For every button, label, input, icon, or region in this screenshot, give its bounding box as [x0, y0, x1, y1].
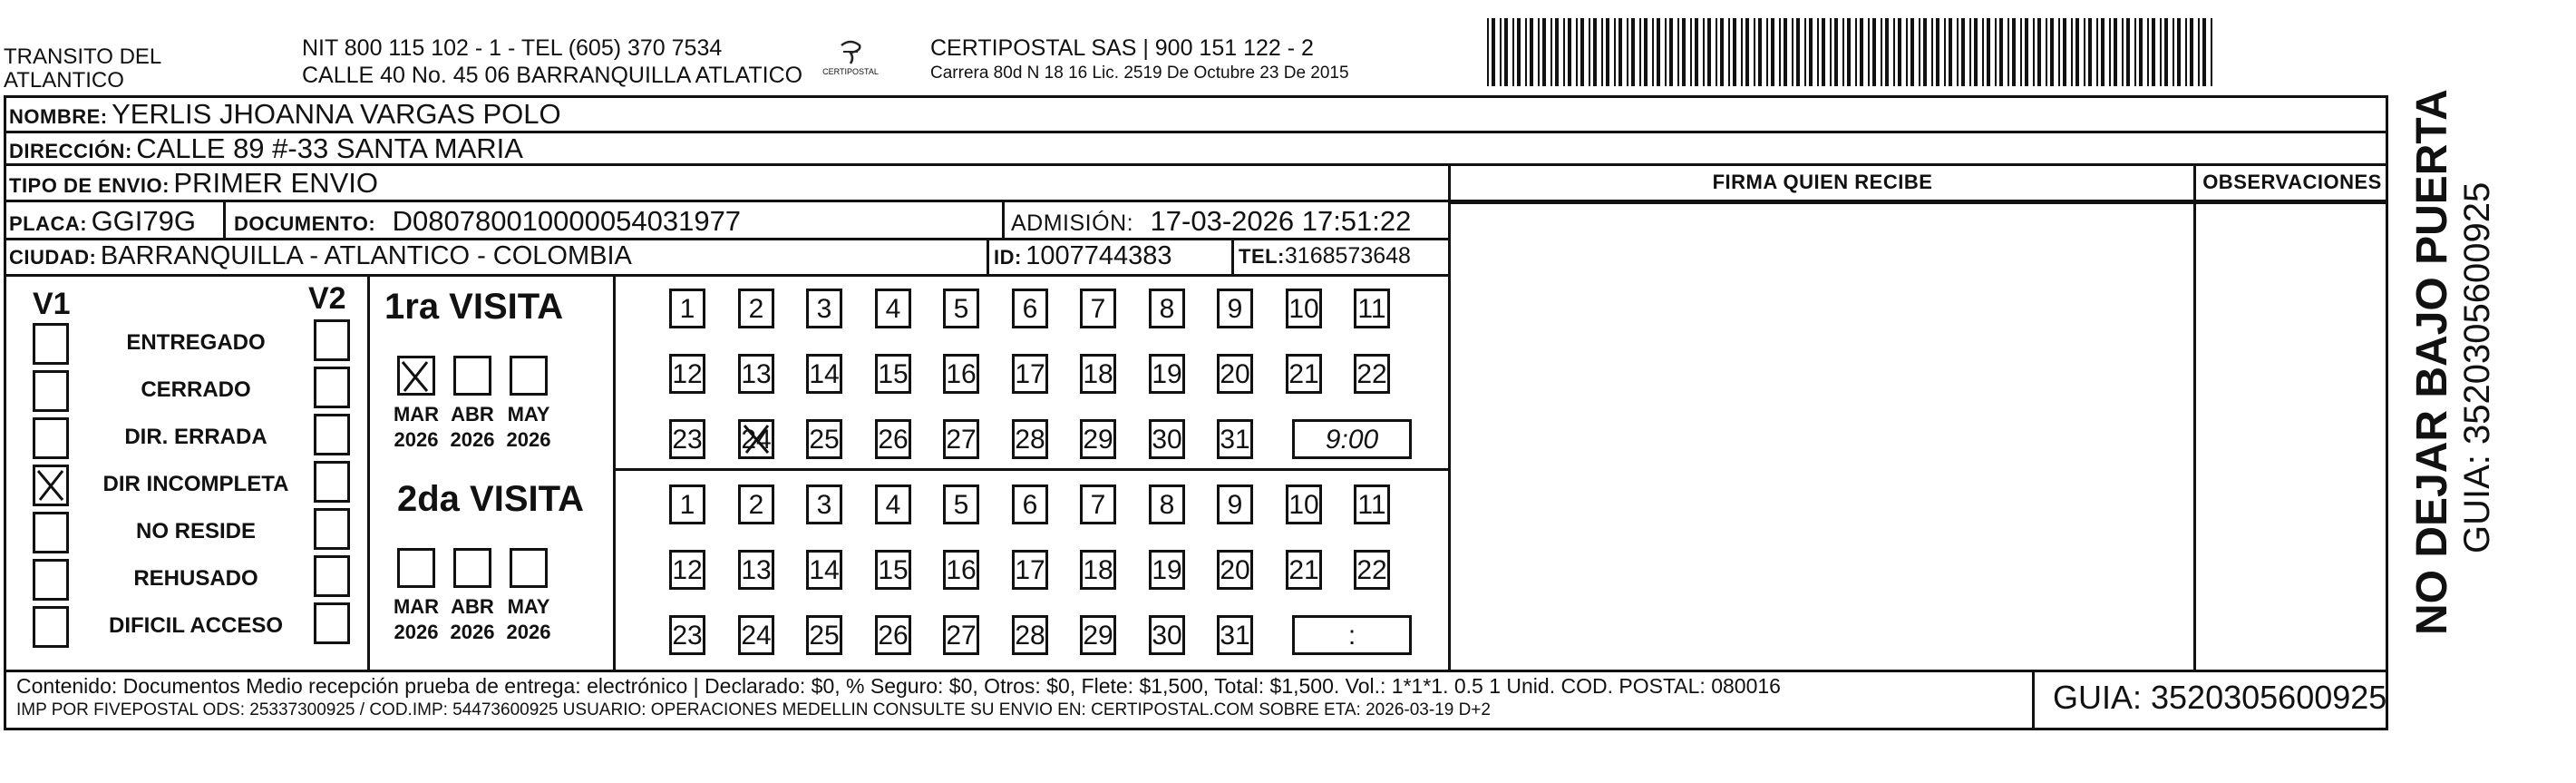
day-box[interactable]: 13 — [738, 550, 774, 590]
status-label: CERRADO — [141, 377, 251, 402]
certipostal-logo — [814, 36, 887, 82]
day-box[interactable]: 30 — [1149, 615, 1185, 655]
day-box[interactable]: 10 — [1286, 289, 1322, 328]
day-box[interactable]: 24 — [738, 419, 774, 459]
placa-value: GGI79G — [91, 205, 196, 237]
ciudad-label: CIUDAD: — [9, 246, 97, 269]
day-box[interactable]: 21 — [1286, 354, 1322, 394]
v2-checkbox[interactable] — [314, 555, 350, 597]
footer-guia: GUIA: 3520305600925 — [2053, 679, 2387, 716]
v2-checkbox[interactable] — [314, 367, 350, 408]
month-checkbox[interactable] — [397, 356, 435, 396]
day-box[interactable]: 13 — [738, 354, 774, 394]
day-box[interactable]: 14 — [806, 550, 842, 590]
day-box[interactable]: 17 — [1012, 354, 1048, 394]
time-box[interactable]: 9:00 — [1292, 419, 1412, 459]
day-box[interactable]: 22 — [1354, 550, 1390, 590]
ciudad-row — [9, 241, 632, 271]
v2-checkbox[interactable] — [314, 414, 350, 455]
day-box[interactable]: 19 — [1149, 550, 1185, 590]
day-box[interactable]: 23 — [669, 419, 705, 459]
v1-checkbox[interactable] — [33, 512, 69, 553]
direccion-row — [9, 132, 523, 165]
time-box[interactable]: : — [1292, 615, 1412, 655]
day-box[interactable]: 18 — [1080, 354, 1116, 394]
month-checkbox[interactable] — [453, 548, 491, 588]
month-label: ABR — [451, 403, 494, 426]
v1-checkbox[interactable] — [33, 370, 69, 412]
documento-cell — [234, 205, 741, 238]
day-box[interactable]: 5 — [943, 289, 979, 328]
day-box[interactable]: 28 — [1012, 419, 1048, 459]
logo-text: CERTIPOSTAL — [822, 67, 879, 76]
day-box[interactable]: 1 — [669, 289, 705, 328]
id-label: ID: — [994, 246, 1022, 269]
day-box[interactable]: 15 — [875, 354, 911, 394]
month-checkbox[interactable] — [510, 356, 548, 396]
day-box[interactable]: 2 — [738, 289, 774, 328]
day-box[interactable]: 9 — [1217, 289, 1253, 328]
tel-value: 3168573648 — [1284, 243, 1411, 269]
documento-label: DOCUMENTO: — [234, 212, 376, 235]
ciudad-value: BARRANQUILLA - ATLANTICO - COLOMBIA — [100, 241, 632, 270]
nombre-row — [9, 98, 561, 131]
v1-checkbox[interactable] — [33, 323, 69, 365]
placa-row — [9, 205, 196, 238]
year-label: 2026 — [394, 621, 439, 643]
v1-checkbox[interactable] — [33, 606, 69, 648]
day-box[interactable]: 20 — [1217, 550, 1253, 590]
tel-cell — [1239, 243, 1411, 269]
day-box[interactable]: 26 — [875, 615, 911, 655]
v2-label: V2 — [308, 281, 346, 316]
imp-line: IMP POR FIVEPOSTAL ODS: 25337300925 / COD.IMP: 54473600925 USUARIO: OPERACIONES MEDELLIN CONSULTE SU ENVIO EN: CERTIPOSTAL.COM SOBRE ETA: 2026-03-19 D+2 — [16, 700, 1491, 719]
company-name-line1: TRANSITO DEL — [4, 44, 162, 69]
year-label: 2026 — [506, 621, 551, 643]
nombre-label: NOMBRE: — [9, 105, 108, 128]
admision-label: ADMISIÓN: — [1011, 210, 1134, 236]
day-box[interactable]: 7 — [1080, 484, 1116, 524]
month-label: MAY — [507, 595, 550, 618]
day-box[interactable]: 9 — [1217, 484, 1253, 524]
day-box[interactable]: 26 — [875, 419, 911, 459]
contenido-line: Contenido: Documentos Medio recepción prueba de entrega: electrónico | Declarado: $0, % Seguro: $0, Otros: $0, Flete: $1,500, Total: $1,500. Vol.: 1*1*1. 0.5 1 Unid. COD. POSTAL: 080016 — [16, 674, 1781, 698]
barcode-bars — [1487, 18, 2217, 86]
v1-checkbox[interactable] — [33, 559, 69, 601]
day-box[interactable]: 3 — [806, 484, 842, 524]
courier-info — [930, 34, 1349, 85]
tipo-value: PRIMER ENVIO — [173, 167, 379, 199]
day-box[interactable]: 24 — [738, 615, 774, 655]
day-box[interactable]: 5 — [943, 484, 979, 524]
day-box[interactable]: 25 — [806, 419, 842, 459]
day-box[interactable]: 21 — [1286, 550, 1322, 590]
month-label: MAR — [393, 595, 440, 618]
v2-checkbox[interactable] — [314, 461, 350, 503]
admision-value: 17-03-2026 17:51:22 — [1150, 205, 1412, 237]
status-label: DIR INCOMPLETA — [102, 472, 289, 496]
day-box[interactable]: 16 — [943, 354, 979, 394]
day-box[interactable]: 27 — [943, 419, 979, 459]
day-box[interactable]: 10 — [1286, 484, 1322, 524]
direccion-value: CALLE 89 #-33 SANTA MARIA — [136, 132, 523, 164]
day-box[interactable]: 28 — [1012, 615, 1048, 655]
day-box[interactable]: 30 — [1149, 419, 1185, 459]
v2-checkbox[interactable] — [314, 508, 350, 550]
barcode — [1487, 18, 2217, 86]
v1-checkbox[interactable] — [33, 417, 69, 459]
status-label: DIFICIL ACCESO — [108, 613, 283, 638]
status-label: NO RESIDE — [135, 519, 257, 543]
month-checkbox[interactable] — [453, 356, 491, 396]
month-label: ABR — [451, 595, 494, 618]
day-box[interactable]: 16 — [943, 550, 979, 590]
company-name — [4, 45, 161, 93]
courier-line1: CERTIPOSTAL SAS | 900 151 122 - 2 — [930, 35, 1314, 61]
v1-label: V1 — [33, 287, 71, 321]
day-box[interactable]: 20 — [1217, 354, 1253, 394]
day-box[interactable]: 8 — [1149, 289, 1185, 328]
day-box[interactable]: 12 — [669, 354, 705, 394]
status-label: DIR. ERRADA — [124, 425, 267, 449]
day-box[interactable]: 6 — [1012, 484, 1048, 524]
day-box[interactable]: 31 — [1217, 615, 1253, 655]
year-label: 2026 — [450, 428, 495, 451]
firma-header: FIRMA QUIEN RECIBE — [1712, 171, 1933, 193]
month-checkbox[interactable] — [397, 548, 435, 588]
v1-checkbox[interactable] — [33, 465, 69, 506]
status-label: ENTREGADO — [126, 330, 266, 355]
day-box[interactable]: 15 — [875, 550, 911, 590]
day-box[interactable]: 8 — [1149, 484, 1185, 524]
day-box[interactable]: 2 — [738, 484, 774, 524]
placa-label: PLACA: — [9, 212, 88, 235]
company-info — [302, 34, 802, 89]
side-guia: GUIA: 3520305600925 — [2457, 181, 2497, 553]
tipo-label: TIPO DE ENVIO: — [9, 174, 170, 197]
id-cell — [994, 241, 1172, 271]
day-box[interactable]: 6 — [1012, 289, 1048, 328]
direccion-label: DIRECCIÓN: — [9, 140, 132, 162]
side-text — [2407, 73, 2498, 635]
first-visit-title: 1ra VISITA — [384, 287, 564, 327]
day-box[interactable]: 12 — [669, 550, 705, 590]
day-box[interactable]: 14 — [806, 354, 842, 394]
day-box[interactable]: 17 — [1012, 550, 1048, 590]
day-box[interactable]: 27 — [943, 615, 979, 655]
address-line: CALLE 40 No. 45 06 BARRANQUILLA ATLATICO — [302, 63, 803, 88]
month-label: MAR — [393, 403, 440, 426]
day-box[interactable]: 29 — [1080, 615, 1116, 655]
documento-value: D080780010000054031977 — [392, 205, 742, 237]
day-box[interactable]: 1 — [669, 484, 705, 524]
nit-line: NIT 800 115 102 - 1 - TEL (605) 370 7534 — [302, 35, 723, 61]
no-dejar-warning: NO DEJAR BAJO PUERTA — [2408, 89, 2456, 635]
tel-label: TEL: — [1239, 245, 1285, 268]
day-box[interactable]: 3 — [806, 289, 842, 328]
admision-cell — [1011, 205, 1411, 238]
year-label: 2026 — [450, 621, 495, 643]
day-box[interactable]: 31 — [1217, 419, 1253, 459]
v2-checkbox[interactable] — [314, 602, 350, 644]
day-box[interactable]: 23 — [669, 615, 705, 655]
day-box[interactable]: 29 — [1080, 419, 1116, 459]
v2-checkbox[interactable] — [314, 319, 350, 361]
month-label: MAY — [507, 403, 550, 426]
month-checkbox[interactable] — [510, 548, 548, 588]
company-name-line2: ATLANTICO — [4, 68, 124, 93]
nombre-value: YERLIS JHOANNA VARGAS POLO — [112, 98, 561, 130]
year-label: 2026 — [506, 428, 551, 451]
day-box[interactable]: 25 — [806, 615, 842, 655]
year-label: 2026 — [394, 428, 439, 451]
day-box[interactable]: 7 — [1080, 289, 1116, 328]
day-box[interactable]: 11 — [1354, 484, 1390, 524]
day-box[interactable]: 4 — [875, 484, 911, 524]
status-label: REHUSADO — [133, 566, 258, 591]
id-value: 1007744383 — [1026, 241, 1172, 270]
day-box[interactable]: 18 — [1080, 550, 1116, 590]
day-box[interactable]: 11 — [1354, 289, 1390, 328]
second-visit-title: 2da VISITA — [397, 479, 584, 519]
day-box[interactable]: 22 — [1354, 354, 1390, 394]
tipo-row — [9, 167, 378, 200]
observaciones-header: OBSERVACIONES — [2202, 171, 2382, 193]
courier-line2: Carrera 80d N 18 16 Lic. 2519 De Octubre 23 De 2015 — [930, 64, 1349, 83]
day-box[interactable]: 19 — [1149, 354, 1185, 394]
day-box[interactable]: 4 — [875, 289, 911, 328]
